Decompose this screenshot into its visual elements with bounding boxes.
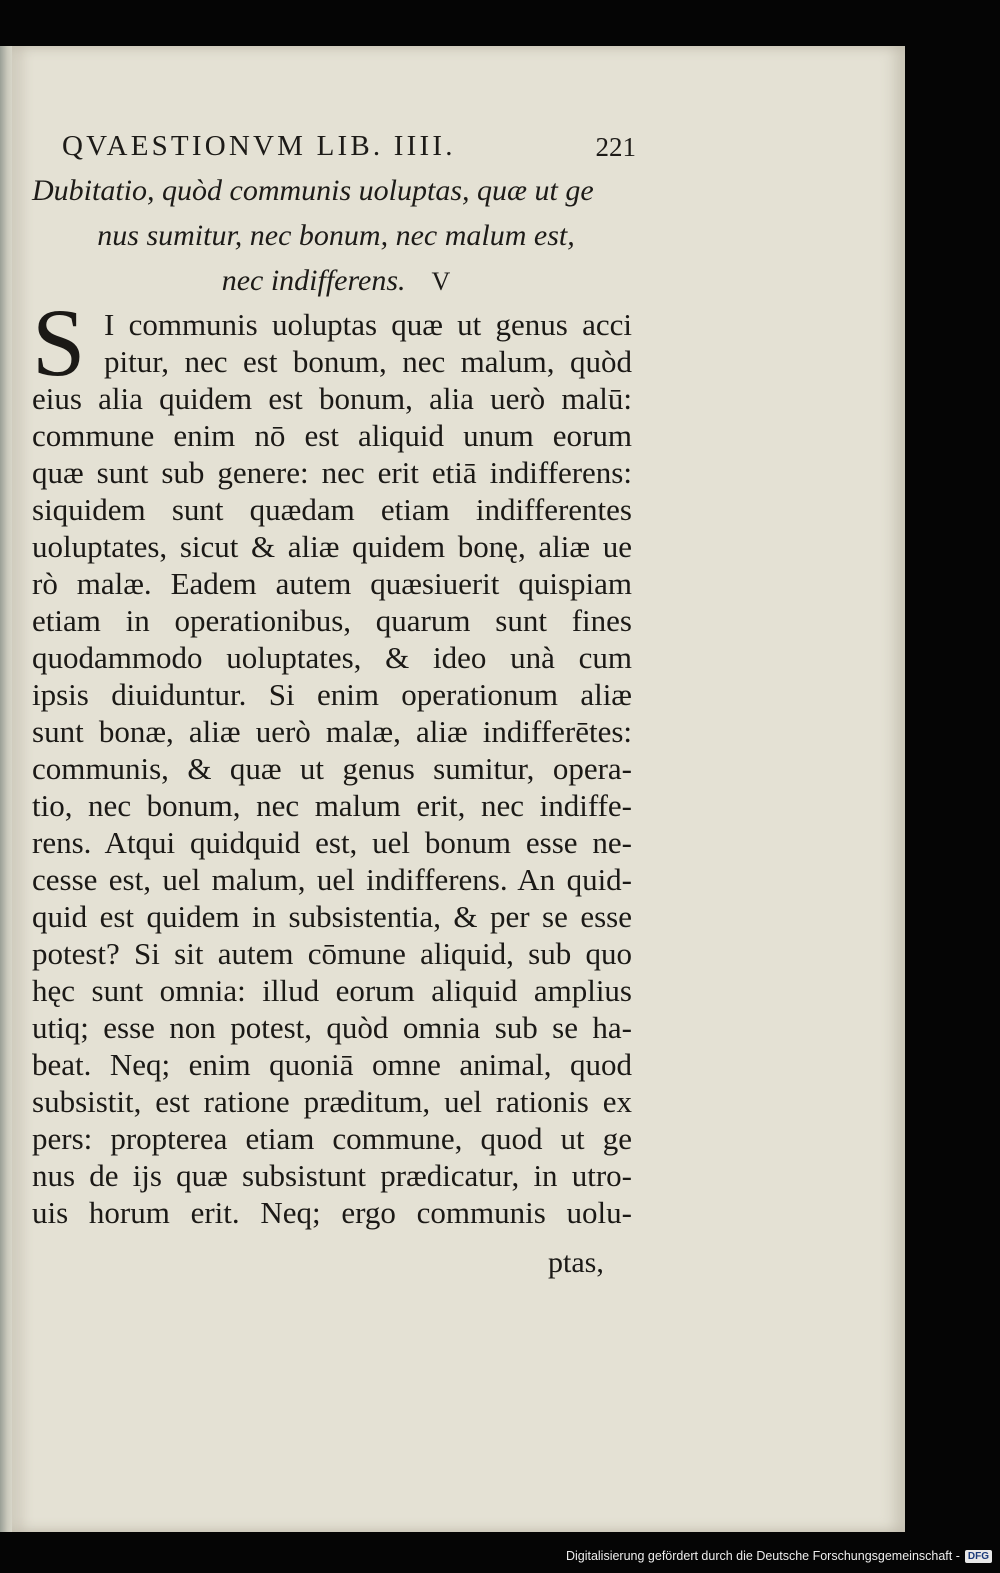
page-header <box>62 126 640 170</box>
body-line: rens. Atqui quidquid est, uel bonum esse ne- <box>32 825 632 860</box>
chapter-rubric <box>30 168 642 304</box>
running-head: QVAESTIONVM LIB. IIII. <box>62 130 456 162</box>
page-number: 221 <box>595 132 636 162</box>
body-line: communis, & quæ ut genus sumitur, opera- <box>32 751 632 786</box>
body-line: potest? Si sit autem cōmune aliquid, sub quo <box>32 936 632 971</box>
body-line: uis horum erit. Neq; ergo communis uolu- <box>32 1195 632 1230</box>
catchword: ptas, <box>548 1246 604 1279</box>
body-line: siquidem sunt quædam etiam indifferentes <box>32 492 632 527</box>
body-line: utiq; esse non potest, quòd omnia sub se ha- <box>32 1010 632 1045</box>
body-line: cesse est, uel malum, uel indifferens. An quid- <box>32 862 632 897</box>
rubric-line-3-text: nec indifferens. <box>221 264 406 297</box>
body-line: tio, nec bonum, nec malum erit, nec indiffe- <box>32 788 632 823</box>
credit-text: Digitalisierung gefördert durch die Deutsche Forschungsgemeinschaft - <box>565 1549 960 1563</box>
body-line: pers: propterea etiam commune, quod ut ge <box>32 1121 632 1156</box>
body-line: subsistit, est ratione præditum, uel rationis ex <box>32 1084 632 1119</box>
body-line: nus de ijs quæ subsistunt prædicatur, in utro- <box>32 1158 632 1193</box>
drop-cap: S <box>32 289 86 396</box>
page-edge <box>0 46 12 1532</box>
dfg-logo: DFG <box>965 1550 992 1563</box>
body-line: I communis uoluptas quæ ut genus acci <box>104 307 632 342</box>
rubric-line-3 <box>30 258 642 304</box>
body-line: commune enim nō est aliquid unum eorum <box>32 418 632 453</box>
body-line: hęc sunt omnia: illud eorum aliquid amplius <box>32 973 632 1008</box>
body-line: quid est quidem in subsistentia, & per se esse <box>32 899 632 934</box>
body-line: eius alia quidem est bonum, alia uerò malū: <box>32 381 632 416</box>
body-line: rò malæ. Eadem autem quæsiuerit quispiam <box>32 566 632 601</box>
body-line: uoluptates, sicut & aliæ quidem bonę, aliæ ue <box>32 529 632 564</box>
body-line: quæ sunt sub genere: nec erit etiā indifferens: <box>32 455 632 490</box>
digitization-credit <box>566 1545 992 1567</box>
body-line: pitur, nec est bonum, nec malum, quòd <box>104 344 632 379</box>
rubric-line-1: Dubitatio, quòd communis uoluptas, quæ ut ge <box>32 174 594 207</box>
rubric-mark: V <box>431 267 451 296</box>
rubric-line-2: nus sumitur, nec bonum, nec malum est, <box>97 219 575 252</box>
body-text <box>32 306 632 1231</box>
body-line: beat. Neq; enim quoniā omne animal, quod <box>32 1047 632 1082</box>
body-line: ipsis diuiduntur. Si enim operationum aliæ <box>32 677 632 712</box>
body-line: etiam in operationibus, quarum sunt fines <box>32 603 632 638</box>
body-line: quodammodo uoluptates, & ideo unà cum <box>32 640 632 675</box>
body-line: sunt bonæ, aliæ uerò malæ, aliæ indifferētes: <box>32 714 632 749</box>
